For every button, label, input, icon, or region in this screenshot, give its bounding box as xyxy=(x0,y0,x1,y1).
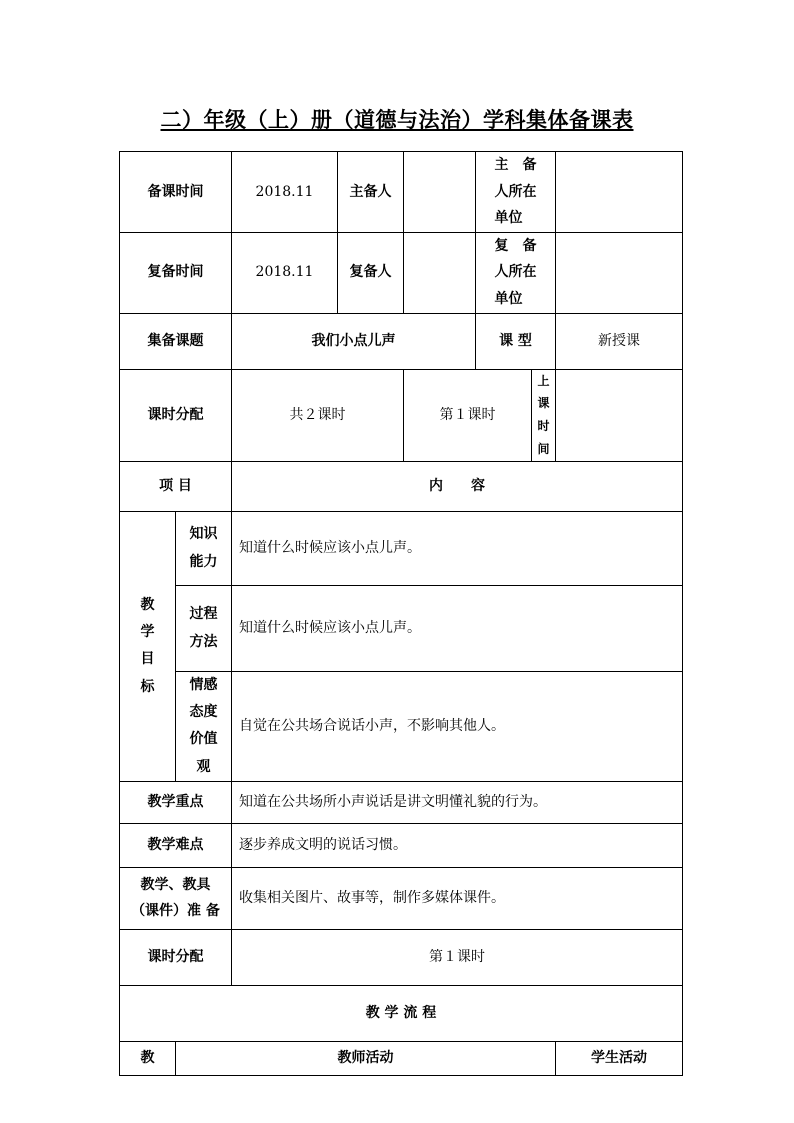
item-header: 项 目 xyxy=(120,461,232,511)
objective-label-knowledge-text: 知识能力 xyxy=(189,526,218,571)
reviewer-unit-label-text: 复 备 人所在单位 xyxy=(494,237,537,307)
objective-label-attitude xyxy=(176,671,232,781)
reviewer-value xyxy=(404,232,476,313)
row-flow-headers xyxy=(120,1041,683,1075)
objective-text-knowledge: 知道什么时候应该小点儿声。 xyxy=(232,511,683,585)
objectives-label xyxy=(120,511,176,781)
row-period xyxy=(120,369,683,461)
row-flow-title xyxy=(120,985,683,1041)
lead-preparer-value xyxy=(404,152,476,233)
row-topic xyxy=(120,313,683,369)
row-period-2 xyxy=(120,929,683,985)
period-total: 共２课时 xyxy=(232,369,404,461)
period-2-label: 课时分配 xyxy=(120,929,232,985)
key-point-label: 教学重点 xyxy=(120,781,232,823)
preparation-label-text: 教学、教具（课件）准 备 xyxy=(131,876,220,920)
objective-label-process-text: 过程方法 xyxy=(189,606,218,651)
objective-text-process: 知道什么时候应该小点儿声。 xyxy=(232,585,683,671)
objectives-label-text: 教学目标 xyxy=(140,596,155,695)
preparation-label xyxy=(120,867,232,929)
key-point-text: 知道在公共场所小声说话是讲文明懂礼貌的行为。 xyxy=(232,781,683,823)
lesson-type-label: 课 型 xyxy=(476,313,556,369)
prep-time-value: 2018.11 xyxy=(232,152,338,233)
objective-row-attitude xyxy=(120,671,683,781)
document-title xyxy=(0,104,794,134)
lesson-plan-table xyxy=(119,151,683,1076)
row-prep-time xyxy=(120,152,683,233)
topic-label: 集备课题 xyxy=(120,313,232,369)
period-current: 第１课时 xyxy=(404,369,532,461)
objective-label-process xyxy=(176,585,232,671)
objective-row-process xyxy=(120,585,683,671)
period-label: 课时分配 xyxy=(120,369,232,461)
objective-row-knowledge xyxy=(120,511,683,585)
objective-text-attitude: 自觉在公共场合说话小声，不影响其他人。 xyxy=(232,671,683,781)
class-time-label: 上课时间 xyxy=(532,369,556,461)
row-key-point xyxy=(120,781,683,823)
flow-header-col-1: 教 xyxy=(120,1041,176,1075)
reviewer-unit-label xyxy=(476,232,556,313)
period-2-value: 第１课时 xyxy=(232,929,683,985)
preparation-text: 收集相关图片、故事等，制作多媒体课件。 xyxy=(232,867,683,929)
flow-header-teacher: 教师活动 xyxy=(176,1041,556,1075)
difficulty-text: 逐步养成文明的说话习惯。 xyxy=(232,823,683,867)
reviewer-label: 复备人 xyxy=(338,232,404,313)
prep-time-label: 备课时间 xyxy=(120,152,232,233)
lead-unit-label xyxy=(476,152,556,233)
difficulty-label: 教学难点 xyxy=(120,823,232,867)
review-time-value: 2018.11 xyxy=(232,232,338,313)
title-text: 二）年级（上）册（道德与法治）学科集体备课表 xyxy=(160,108,634,132)
reviewer-unit-value xyxy=(556,232,683,313)
row-preparation xyxy=(120,867,683,929)
row-headers xyxy=(120,461,683,511)
content-header: 内 容 xyxy=(232,461,683,511)
lead-preparer-label: 主备人 xyxy=(338,152,404,233)
row-review-time xyxy=(120,232,683,313)
topic-value: 我们小点儿声 xyxy=(232,313,476,369)
flow-header-student: 学生活动 xyxy=(556,1041,683,1075)
lead-unit-label-text: 主 备 人所在单位 xyxy=(494,157,537,227)
review-time-label: 复备时间 xyxy=(120,232,232,313)
class-time-value xyxy=(556,369,683,461)
lead-unit-value xyxy=(556,152,683,233)
objective-label-knowledge xyxy=(176,511,232,585)
flow-title: 教 学 流 程 xyxy=(120,985,683,1041)
objective-label-attitude-text: 情感态度价值观 xyxy=(189,676,218,775)
lesson-type-value: 新授课 xyxy=(556,313,683,369)
row-difficulty xyxy=(120,823,683,867)
